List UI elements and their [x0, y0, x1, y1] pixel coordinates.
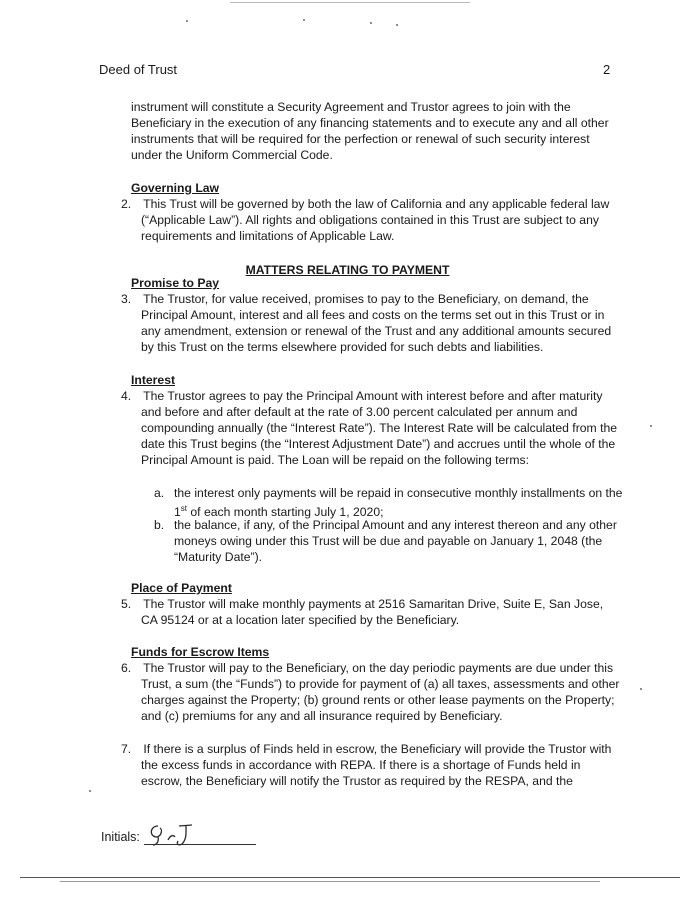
- clause-number: 6.: [121, 661, 132, 675]
- section-title: MATTERS RELATING TO PAYMENT: [245, 263, 450, 277]
- intro-paragraph: [131, 99, 621, 163]
- clause-text: The Trustor, for value received, promises to pay to the Beneficiary, on demand, the Principal Amount, interest and all fees and costs on the terms set out in this Trust or in any amendment, extension or renewal of the Trust and any additional amounts secured by this Trust on the terms elsewhere provided for such debts and liabilities.: [141, 292, 612, 354]
- clause-text: This Trust will be governed by both the law of California and any applicable federal law (“Applicable Law”). All rights and obligations contained in this Trust are subject to any requirements and limitations of Applicable Law.: [141, 197, 610, 243]
- interest-section: [121, 372, 621, 468]
- place-of-payment-clause: [121, 596, 621, 628]
- item-marker: b.: [154, 518, 165, 532]
- clause-text: The Trustor will make monthly payments at 2516 Samaritan Drive, Suite E, San Jose, CA 95124 or at a location later specified by the Beneficiary.: [141, 597, 604, 627]
- clause-number: 2.: [121, 197, 132, 211]
- interest-item-a: [154, 485, 624, 520]
- escrow-clause-6: [121, 660, 621, 724]
- scan-speck: [303, 19, 305, 21]
- document-title: Deed of Trust: [99, 62, 178, 77]
- clause-text: The Trustor will pay to the Beneficiary, on the day periodic payments are due under this Trust, a sum (the “Funds”) to provide for payment of (a) all taxes, assessments and other charges against the Property; (b) ground rents or other lease payments on the Property; and (c) premiums for any and all insurance required by Beneficiary.: [141, 661, 620, 723]
- page-number: 2: [603, 62, 611, 77]
- scan-speck: [640, 688, 642, 690]
- promise-to-pay-clause: [121, 291, 621, 355]
- escrow-clause-7: [121, 741, 621, 789]
- promise-to-pay-heading: Promise to Pay: [131, 276, 220, 290]
- scan-edge-line: [230, 2, 470, 3]
- governing-law-section: [121, 180, 621, 244]
- clause-number: 5.: [121, 597, 132, 611]
- place-of-payment-section: [121, 580, 621, 628]
- clause-text: If there is a surplus of Finds held in escrow, the Beneficiary will provide the Trustor with the excess funds in accordance with REPA. If there is a shortage of Funds held in escrow, the Beneficiary will notify the Trustor as required by the RESPA, and the: [141, 742, 612, 788]
- place-of-payment-heading: Place of Payment: [131, 581, 232, 595]
- initials-signature-icon: [146, 820, 202, 848]
- scan-speck: [650, 425, 652, 427]
- ordinal-suffix: st: [180, 504, 188, 513]
- initials-label: Initials:: [101, 830, 140, 844]
- item-marker: a.: [154, 486, 165, 500]
- item-text: [174, 485, 624, 520]
- governing-law-heading: Governing Law: [131, 181, 220, 195]
- interest-heading: Interest: [131, 373, 176, 387]
- item-text-part: of each month starting July 1, 2020;: [187, 505, 384, 520]
- interest-item-b: [154, 517, 624, 565]
- promise-to-pay-section: [121, 275, 621, 355]
- scan-speck: [89, 790, 91, 792]
- escrow-heading: Funds for Escrow Items: [131, 645, 270, 659]
- clause-number: 4.: [121, 389, 132, 403]
- clause-number: 7.: [121, 742, 132, 756]
- item-text: the balance, if any, of the Principal Amount and any interest thereon and any other moneys owing under this Trust will be due and payable on January 1, 2048 (the “Maturity Date”).: [174, 518, 617, 564]
- clause-number: 3.: [121, 292, 132, 306]
- bottom-scan-line: [60, 881, 600, 882]
- scan-speck: [370, 22, 372, 24]
- governing-law-clause: [121, 196, 621, 244]
- escrow-clause-7-block: [121, 741, 621, 789]
- item-text-part: the interest only payments will be repaid in consecutive monthly installments on the 1: [174, 486, 623, 520]
- interest-clause: [121, 388, 621, 468]
- clause-text: The Trustor agrees to pay the Principal Amount with interest before and after maturity and before and after default at the rate of 3.00 percent calculated per annum and compounding annually (the “Interest Rate”). The Interest Rate will be calculated from the date this Trust begins (the “Interest Adjustment Date”) and accrues until the whole of the Principal Amount is paid. The Loan will be repaid on the following terms:: [141, 389, 618, 467]
- bottom-scan-line: [20, 877, 680, 878]
- escrow-section: [121, 644, 621, 724]
- intro-text: instrument will constitute a Security Agreement and Trustor agrees to join with the Beneficiary in the execution of any financing statements and to execute any and all other instruments that will be required for the perfection or renewal of such security interest under the Uniform Commercial Code.: [131, 100, 609, 162]
- scan-speck: [186, 20, 188, 22]
- scan-speck: [396, 24, 398, 26]
